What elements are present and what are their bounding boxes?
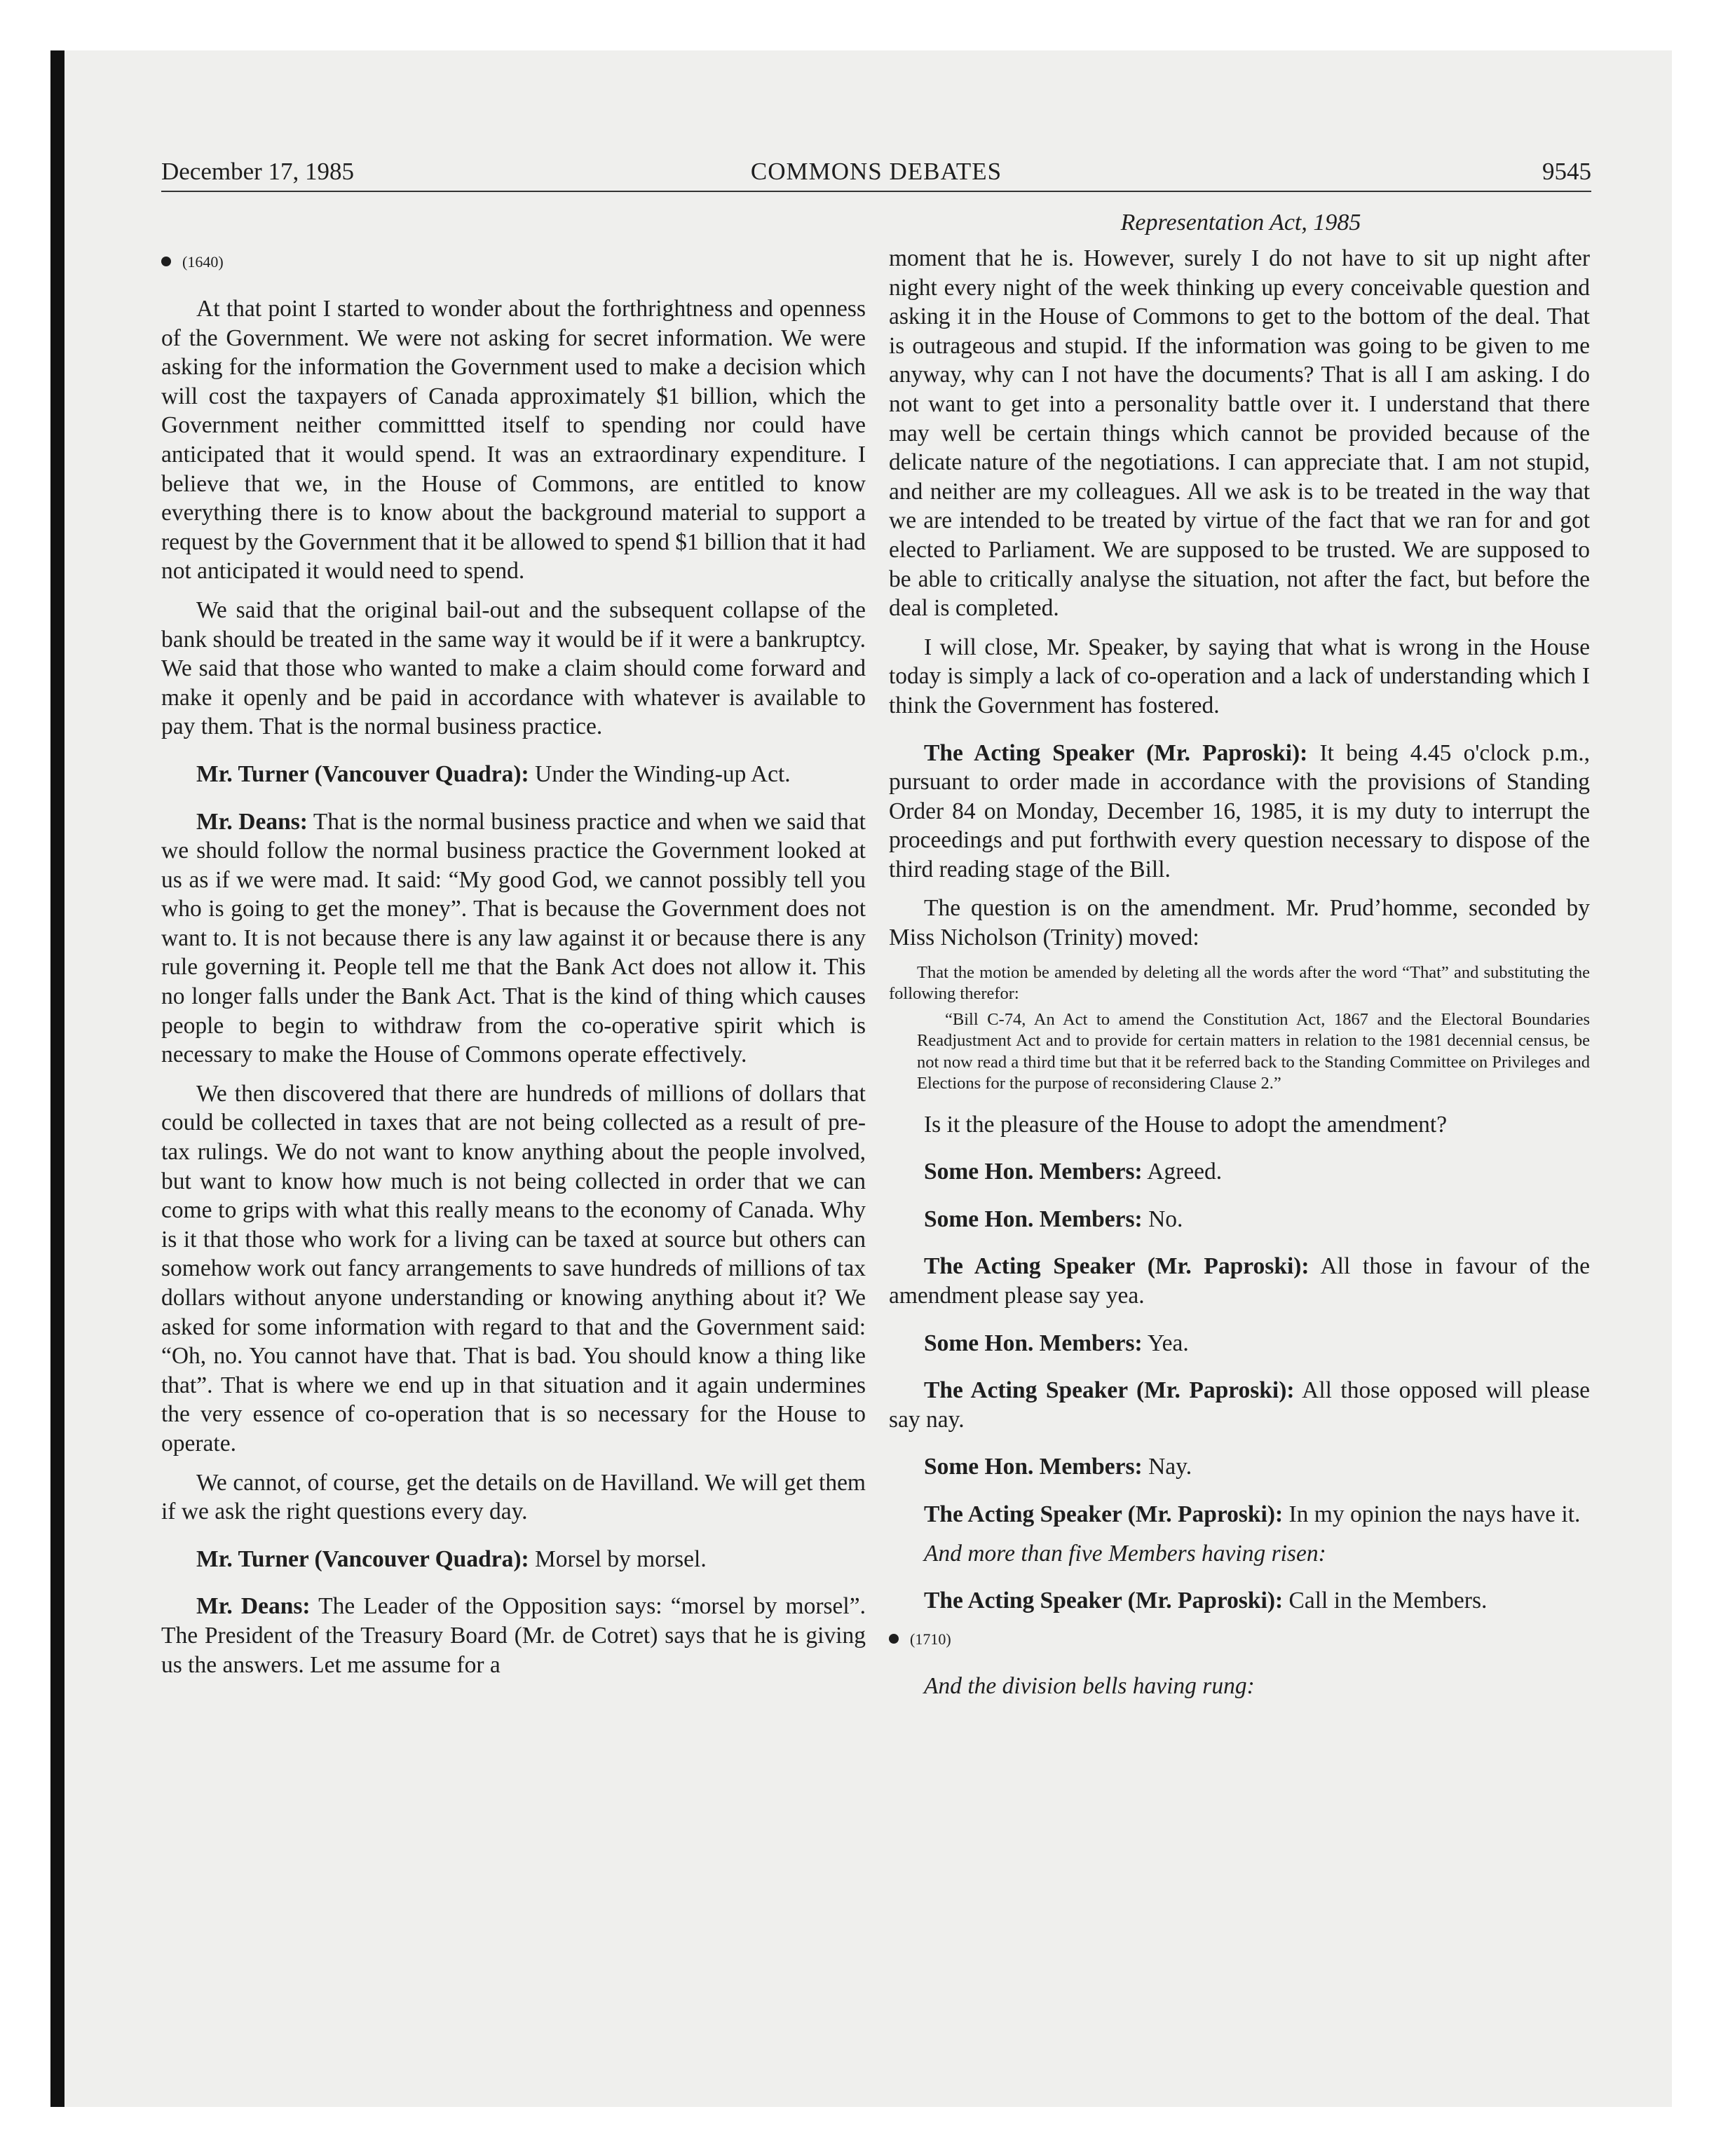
paragraph: Is it the pleasure of the House to adopt the amendment?: [924, 1111, 1448, 1138]
speech: [889, 1252, 1590, 1310]
speech-text: Morsel by morsel.: [535, 1546, 707, 1572]
speech-text: All those opposed will please say nay.: [889, 1377, 1591, 1433]
paragraph: I will close, Mr. Speaker, by saying that what is wrong in the House today is simply a lack of co-operation and a lack of understanding which I think the Government has fostered.: [889, 634, 1590, 718]
stage-direction: And the division bells having rung:: [924, 1672, 1255, 1699]
speaker-name: Mr. Turner (Vancouver Quadra):: [196, 1546, 529, 1572]
speech: [161, 1592, 866, 1679]
stage-direction: And more than five Members having risen:: [924, 1540, 1326, 1567]
speaker-name: Mr. Deans:: [196, 808, 308, 835]
speech-text: Nay.: [1148, 1454, 1192, 1480]
speech-text: Under the Winding-up Act.: [535, 760, 791, 787]
speech-text: The Leader of the Opposition says: “morsel by morsel”. The President of the Treasury Board (Mr. de Cotret) says that he is giving us the answers. Let me assume for a: [161, 1593, 866, 1678]
speech: [889, 1500, 1590, 1529]
paragraph: We then discovered that there are hundreds of millions of dollars that could be collected in taxes that are not being collected as a result of pre-tax rulings. We do not want to know anything about the people involved, but want to know how much is not being collected in order that we can come to grips with what this really means to the economy of Canada. Why is it that those who work for a living can be taxed at source but others can somehow work out fancy arrangements to save hundreds of millions of tax dollars without anyone understanding or knowing anything about it? We asked for some information with regard to that and the Government said: “Oh, no. You cannot have that. That is bad. You should know a thing like that”. That is where we end up in that situation and it again undermines the very essence of co-operation that is so necessary for the House to operate.: [161, 1080, 866, 1456]
speech: [889, 739, 1590, 885]
paragraph: We said that the original bail-out and the subsequent collapse of the bank should be treated in the same way it would be if it were a bankruptcy. We said that those who wanted to make a claim should come forward and make it openly and be paid in accordance with whatever is available to pay them. That is the normal business practice.: [161, 596, 866, 740]
motion-text: “Bill C-74, An Act to amend the Constitution Act, 1867 and the Electoral Boundaries Readjustment Act and to provide for certain matters in relation to the 1981 decennial census, be not now read a third time but that it be referred back to the Standing Committee on Privileges and Elections for the purpose of reconsidering Clause 2.”: [917, 1009, 1590, 1093]
header-page-number: 9545: [1542, 158, 1591, 185]
speaker-name: The Acting Speaker (Mr. Paproski):: [924, 739, 1308, 766]
header-date: December 17, 1985: [161, 158, 355, 185]
speech: [889, 1586, 1590, 1616]
speech: [161, 807, 866, 1070]
speech-text: All those in favour of the amendment please say yea.: [889, 1253, 1591, 1309]
time-marker: [889, 1625, 1590, 1653]
speaker-name: The Acting Speaker (Mr. Paproski):: [924, 1377, 1295, 1404]
speech: [889, 1329, 1590, 1358]
speaker-name: The Acting Speaker (Mr. Paproski):: [924, 1588, 1284, 1614]
paragraph: At that point I started to wonder about the forthrightness and openness of the Government. We were not asking for secret information. We were asking for the information the Government used to make a decision which will cost the taxpayers of Canada approximately $1 billion, which the Government neither committted itself to spending nor could have anticipated that it would spend. It was an extraordinary expenditure. I believe that we, in the House of Commons, are entitled to know everything there is to know about the background material to support a request by the Government that it be allowed to spend $1 billion that it had not anticipated it would need to spend.: [161, 296, 866, 585]
speaker-name: Mr. Deans:: [196, 1593, 311, 1620]
speaker-name: Some Hon. Members:: [924, 1330, 1143, 1356]
speaker-name: Some Hon. Members:: [924, 1206, 1143, 1232]
speaker-name: Some Hon. Members:: [924, 1159, 1143, 1185]
speech: [161, 760, 866, 789]
speech: [161, 1545, 866, 1574]
time-marker-text: (1710): [910, 1630, 951, 1648]
speaker-name: The Acting Speaker (Mr. Paproski):: [924, 1501, 1284, 1527]
speaker-name: The Acting Speaker (Mr. Paproski):: [924, 1253, 1309, 1280]
speech-text: Yea.: [1147, 1330, 1189, 1356]
scan-edge-shadow: [50, 50, 64, 2107]
speech-text: Call in the Members.: [1288, 1588, 1488, 1614]
speaker-name: Some Hon. Members:: [924, 1454, 1143, 1480]
speech-text: That is the normal business practice and when we said that we should follow the normal business practice the Government looked at us as if we were mad. It said: “My good God, we cannot possibly tell you who is going to get the money”. That is because the Government does not want to. It is not because there is any law against it or because there is any rule governing it. People tell me that the Bank Act does not allow it. This no longer falls under the Bank Act. That is the kind of thing which causes people to begin to withdraw from the co-operative spirit which is necessary to make the House of Commons operate effectively.: [161, 808, 866, 1068]
motion-intro: That the motion be amended by deleting all the words after the word “That” and substituting the following therefor:: [889, 962, 1590, 1004]
left-column: [161, 238, 866, 1689]
speech-text: No.: [1148, 1206, 1183, 1232]
speaker-name: Mr. Turner (Vancouver Quadra):: [196, 760, 529, 787]
time-marker: [161, 248, 866, 276]
speech-text: It being 4.45 o'clock p.m., pursuant to order made in accordance with the provisions of Standing Order 84 on Monday, December 16, 1985, it is my duty to interrupt the proceedings and put forthwith every question necessary to dispose of the third reading stage of the Bill.: [889, 739, 1591, 882]
header-publication: COMMONS DEBATES: [750, 158, 1002, 185]
speech-text: In my opinion the nays have it.: [1288, 1501, 1581, 1527]
page-header: [161, 156, 1591, 192]
time-marker-text: (1640): [182, 253, 224, 271]
running-head: Representation Act, 1985: [1120, 210, 1361, 236]
bullet-icon: [889, 1634, 899, 1644]
motion-block: [889, 962, 1590, 1095]
speech-text: Agreed.: [1147, 1159, 1223, 1185]
speech: [889, 1205, 1590, 1234]
paragraph-continued: moment that he is. However, surely I do not have to sit up night after night every night of the week thinking up every conceivable question and asking it in the House of Commons to get to the bottom of the deal. That is outrageous and stupid. If the information was going to be given to me anyway, why can I not have the documents? That is all I am asking. I do not want to get into a personality battle over it. I understand that there may well be certain things which cannot be provided because of the delicate nature of the negotiations. I can appreciate that. I am not stupid, and neither are my colleagues. All we ask is to be treated in the way that we are intended to be treated by virtue of the fact that we ran for and got elected to Parliament. We are supposed to be trusted. We are supposed to be able to critically analyse the situation, not after the fact, but before the deal is completed.: [889, 245, 1590, 622]
bullet-icon: [161, 257, 171, 266]
speech: [889, 1376, 1590, 1434]
speech: [889, 1157, 1590, 1187]
speech: [889, 1452, 1590, 1482]
paragraph: We cannot, of course, get the details on de Havilland. We will get them if we ask the right questions every day.: [161, 1469, 866, 1525]
paragraph: The question is on the amendment. Mr. Prud’homme, seconded by Miss Nicholson (Trinity) moved:: [889, 895, 1590, 951]
right-column: [889, 244, 1590, 1710]
